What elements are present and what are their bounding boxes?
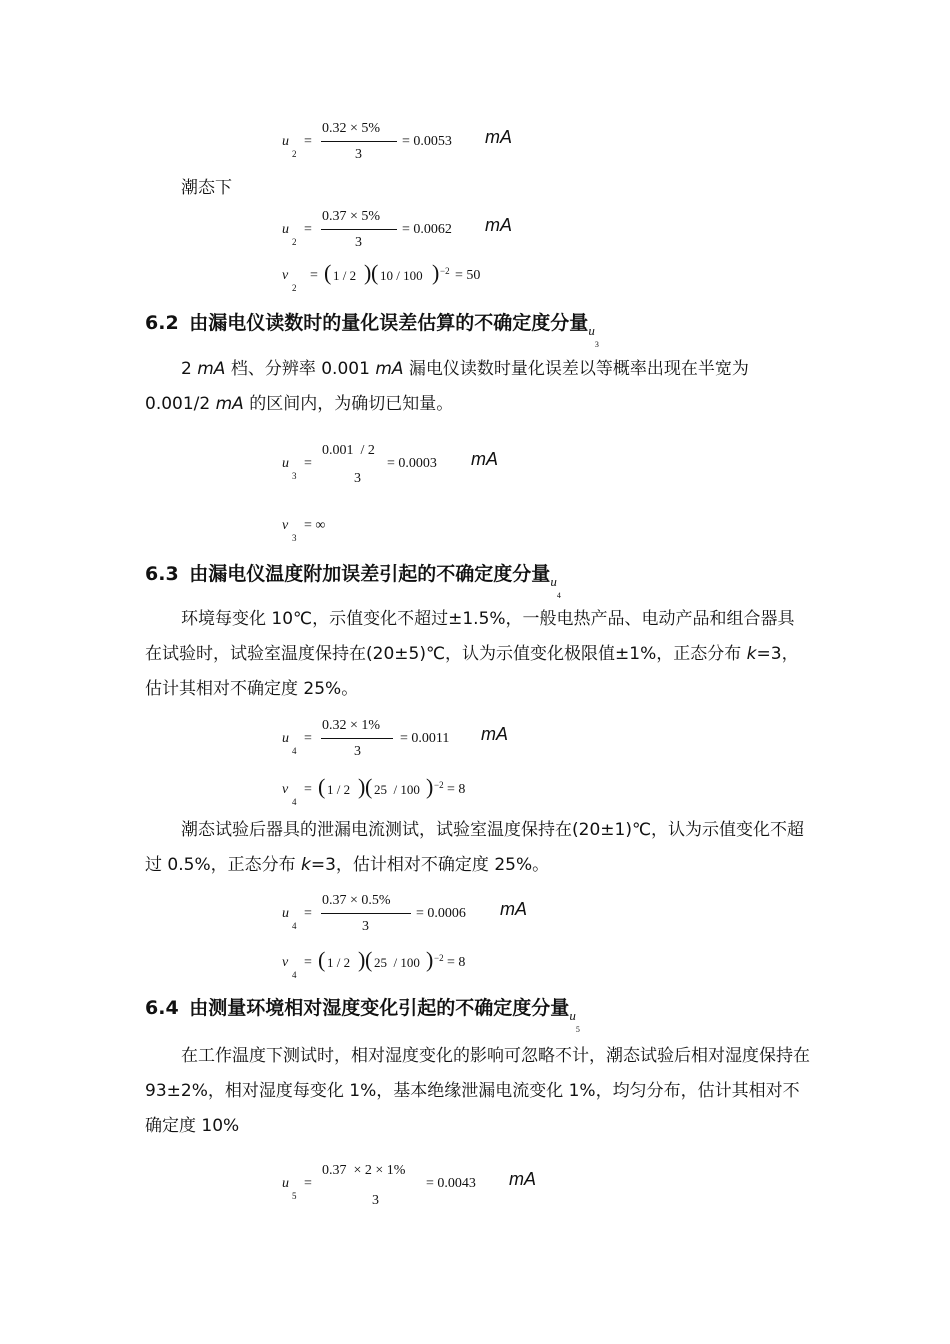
symbol: u [282,134,289,149]
section-subscript: 3 [594,340,599,349]
equals-sign: = [304,456,312,471]
section-number: 6.3 [145,563,179,585]
exponent: −2 [434,953,444,963]
symbol: v [282,782,289,797]
equals-sign: = [304,782,312,797]
section-heading-6-3 [145,559,561,600]
result: = 8 [447,955,466,970]
factor-a: 1 / 2 [327,955,351,970]
section-number: 6.4 [145,997,179,1019]
section-symbol: u [569,1008,576,1023]
subscript: 2 [292,237,297,247]
section-heading-6-4 [145,993,580,1034]
equals-sign: = [304,1176,312,1191]
equation-u2-normal [280,118,520,178]
section-number: 6.2 [145,312,179,334]
paren-open: ( [371,260,379,285]
section-symbol: u [588,323,595,338]
equals-sign: = [304,906,312,921]
section-title: 由测量环境相对湿度变化引起的不确定度分量 [189,997,570,1019]
paren-close: ) [426,947,434,972]
subscript: 3 [292,533,297,543]
paren-open: ( [324,260,332,285]
unit: mA [471,449,498,469]
section-title: 由漏电仪温度附加误差引起的不确定度分量 [189,563,551,585]
subscript: 4 [292,921,297,931]
variable: k [746,644,757,664]
section-title: 由漏电仪读数时的量化误差估算的不确定度分量 [189,312,589,334]
equation-v4-b [280,945,520,981]
result: = 0.0043 [426,1176,476,1191]
fraction-bar [321,141,397,142]
text: 档、分辨率 0.001 [225,359,376,379]
equation-v3 [280,510,400,544]
result: = 0.0003 [387,456,437,471]
equation-u4-a [280,715,520,775]
fraction-bar [321,738,393,739]
denominator: 3 [354,471,361,486]
factor-b: 25 / 100 [374,955,420,970]
equals-sign: = [304,134,312,149]
unit: mA [197,359,226,379]
symbol: v [282,955,289,970]
equals-sign: = [304,731,312,746]
paren-open: ( [318,947,326,972]
subscript: 4 [292,970,297,980]
equation-v4-a [280,772,520,808]
paren-close: ) [358,947,366,972]
text: 漏电仪读数时量化误差以等概率出现在半宽为 0.001/2 [145,359,749,414]
symbol: u [282,222,289,237]
result: = 0.0062 [402,222,452,237]
unit: mA [215,394,244,414]
denominator: 3 [372,1193,379,1208]
fraction-bar [321,913,411,914]
symbol: v [282,268,289,283]
equation-u4-b [280,890,540,950]
paren-close: ) [364,260,372,285]
factor-a: 1 / 2 [333,268,357,283]
denominator: 3 [362,919,369,934]
result: = 8 [447,782,466,797]
symbol: u [282,906,289,921]
text: 2 [181,359,198,379]
paragraph-6-4 [145,1039,810,1144]
factor-b: 10 / 100 [380,268,423,283]
unit: mA [375,359,404,379]
unit: mA [485,127,512,147]
paren-open: ( [318,774,326,799]
equation-v2 [280,258,520,294]
result: = 0.0053 [402,134,452,149]
text: 的区间内，为确切已知量。 [243,394,454,414]
symbol: v [282,518,289,533]
unit: mA [500,899,527,919]
paren-close: ) [426,774,434,799]
subscript: 2 [292,283,297,293]
numerator: 0.37 × 5% [322,209,381,224]
equals-sign: = [310,268,318,283]
symbol: u [282,731,289,746]
label-humid: 潮态下 [181,178,232,198]
text: 潮态试验后器具的泄漏电流测试，试验室温度保持在(20±1)℃，认为示值变化不超过 0.5%，正态分布 [145,820,805,875]
numerator: 0.001 / 2 [322,443,375,458]
equation-u2-humid [280,206,520,266]
paragraph-6-3-humid [145,813,810,883]
section-subscript: 5 [575,1025,580,1034]
paren-open: ( [365,774,373,799]
numerator: 0.37 × 2 × 1% [322,1163,406,1178]
subscript: 5 [292,1191,297,1201]
exponent: −2 [440,266,450,276]
section-symbol: u [550,574,557,589]
subscript: 4 [292,797,297,807]
text: 环境每变化 10℃，示值变化不超过±1.5%，一般电热产品、电动产品和组合器具在试验时，试验室温度保持在(20±5)℃，认为示值变化极限值±1%，正态分布 [145,609,795,664]
denominator: 3 [355,235,362,250]
subscript: 2 [292,149,297,159]
factor-a: 1 / 2 [327,782,351,797]
denominator: 3 [354,744,361,759]
text: =3，估计其相对不确定度 25%。 [145,644,799,699]
fraction-bar [321,229,397,230]
paragraph-6-2 [145,352,810,422]
result: = 0.0006 [416,906,466,921]
result: = ∞ [304,518,326,533]
numerator: 0.32 × 1% [322,718,381,733]
paren-close: ) [432,260,440,285]
numerator: 0.37 × 0.5% [322,893,391,908]
exponent: −2 [434,780,444,790]
factor-b: 25 / 100 [374,782,420,797]
section-heading-6-2 [145,308,599,349]
equation-u5 [280,1160,560,1220]
paragraph-text: 在工作温度下测试时，相对湿度变化的影响可忽略不计，潮态试验后相对湿度保持在 93±2%，相对湿度每变化 1%，基本绝缘泄漏电流变化 1%，均匀分布，估计其相对不确定度 10% [145,1046,810,1136]
denominator: 3 [355,147,362,162]
variable: k [301,855,311,875]
paren-open: ( [365,947,373,972]
section-subscript: 4 [556,591,561,600]
subscript: 3 [292,471,297,481]
text: =3，估计相对不确定度 25%。 [310,855,550,875]
result: = 0.0011 [400,731,450,746]
numerator: 0.32 × 5% [322,121,381,136]
unit: mA [485,215,512,235]
unit: mA [481,724,508,744]
equation-u3 [280,440,520,500]
equals-sign: = [304,955,312,970]
paragraph-6-3 [145,602,810,707]
paren-close: ) [358,774,366,799]
result: = 50 [455,268,481,283]
symbol: u [282,1176,289,1191]
symbol: u [282,456,289,471]
subscript: 4 [292,746,297,756]
unit: mA [509,1169,536,1189]
equals-sign: = [304,222,312,237]
